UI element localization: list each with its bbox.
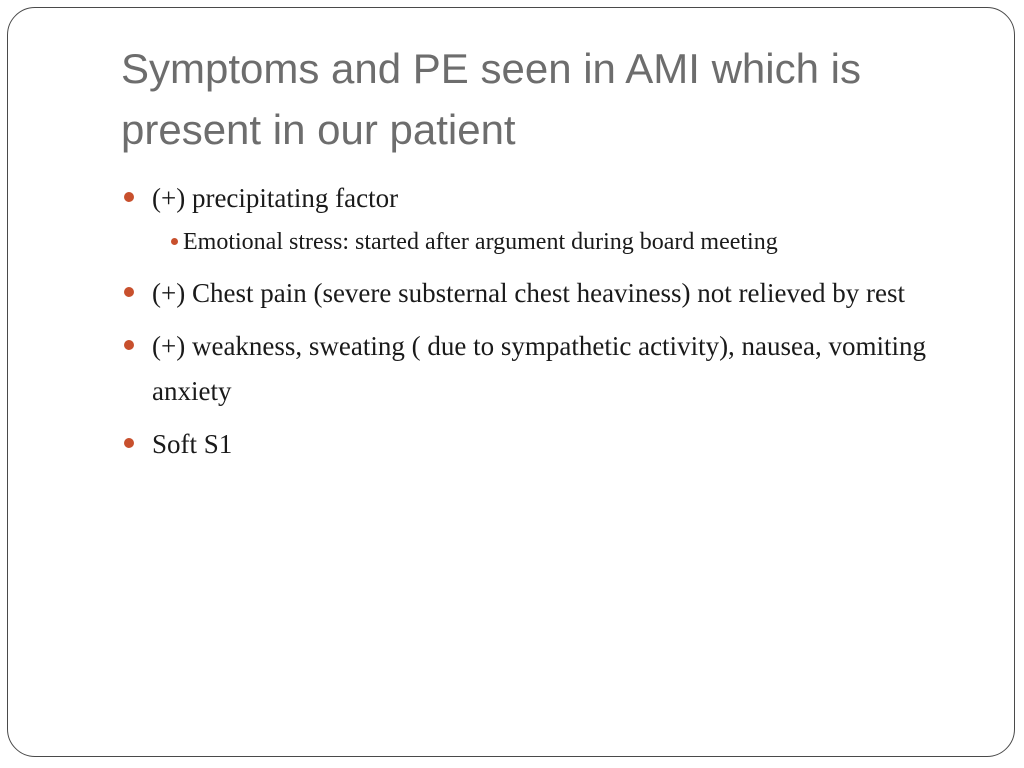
bullet-dot-icon xyxy=(124,340,134,350)
slide xyxy=(7,7,1015,757)
sub-bullet-dot-icon xyxy=(171,238,178,245)
bullet-dot-icon xyxy=(124,192,134,202)
bullet-item xyxy=(121,324,1001,414)
bullet-text: (+) Chest pain (severe substernal chest heaviness) not relieved by rest xyxy=(152,278,905,308)
bullet-list xyxy=(121,176,1001,475)
slide-title: Symptoms and PE seen in AMI which is present in our patient xyxy=(121,45,861,153)
bullet-item xyxy=(121,271,1001,316)
bullet-text: (+) weakness, sweating ( due to sympathetic activity), nausea, vomiting anxiety xyxy=(152,331,927,406)
sub-bullet-list xyxy=(152,221,1001,263)
bullet-item xyxy=(121,176,1001,263)
bullet-item xyxy=(121,422,1001,467)
bullet-text: (+) precipitating factor xyxy=(152,183,399,213)
bullet-dot-icon xyxy=(124,287,134,297)
bullet-text: Soft S1 xyxy=(152,429,233,459)
sub-bullet-item xyxy=(152,221,1001,263)
sub-bullet-text: Emotional stress: started after argument during board meeting xyxy=(183,229,778,255)
bullet-dot-icon xyxy=(124,438,134,448)
